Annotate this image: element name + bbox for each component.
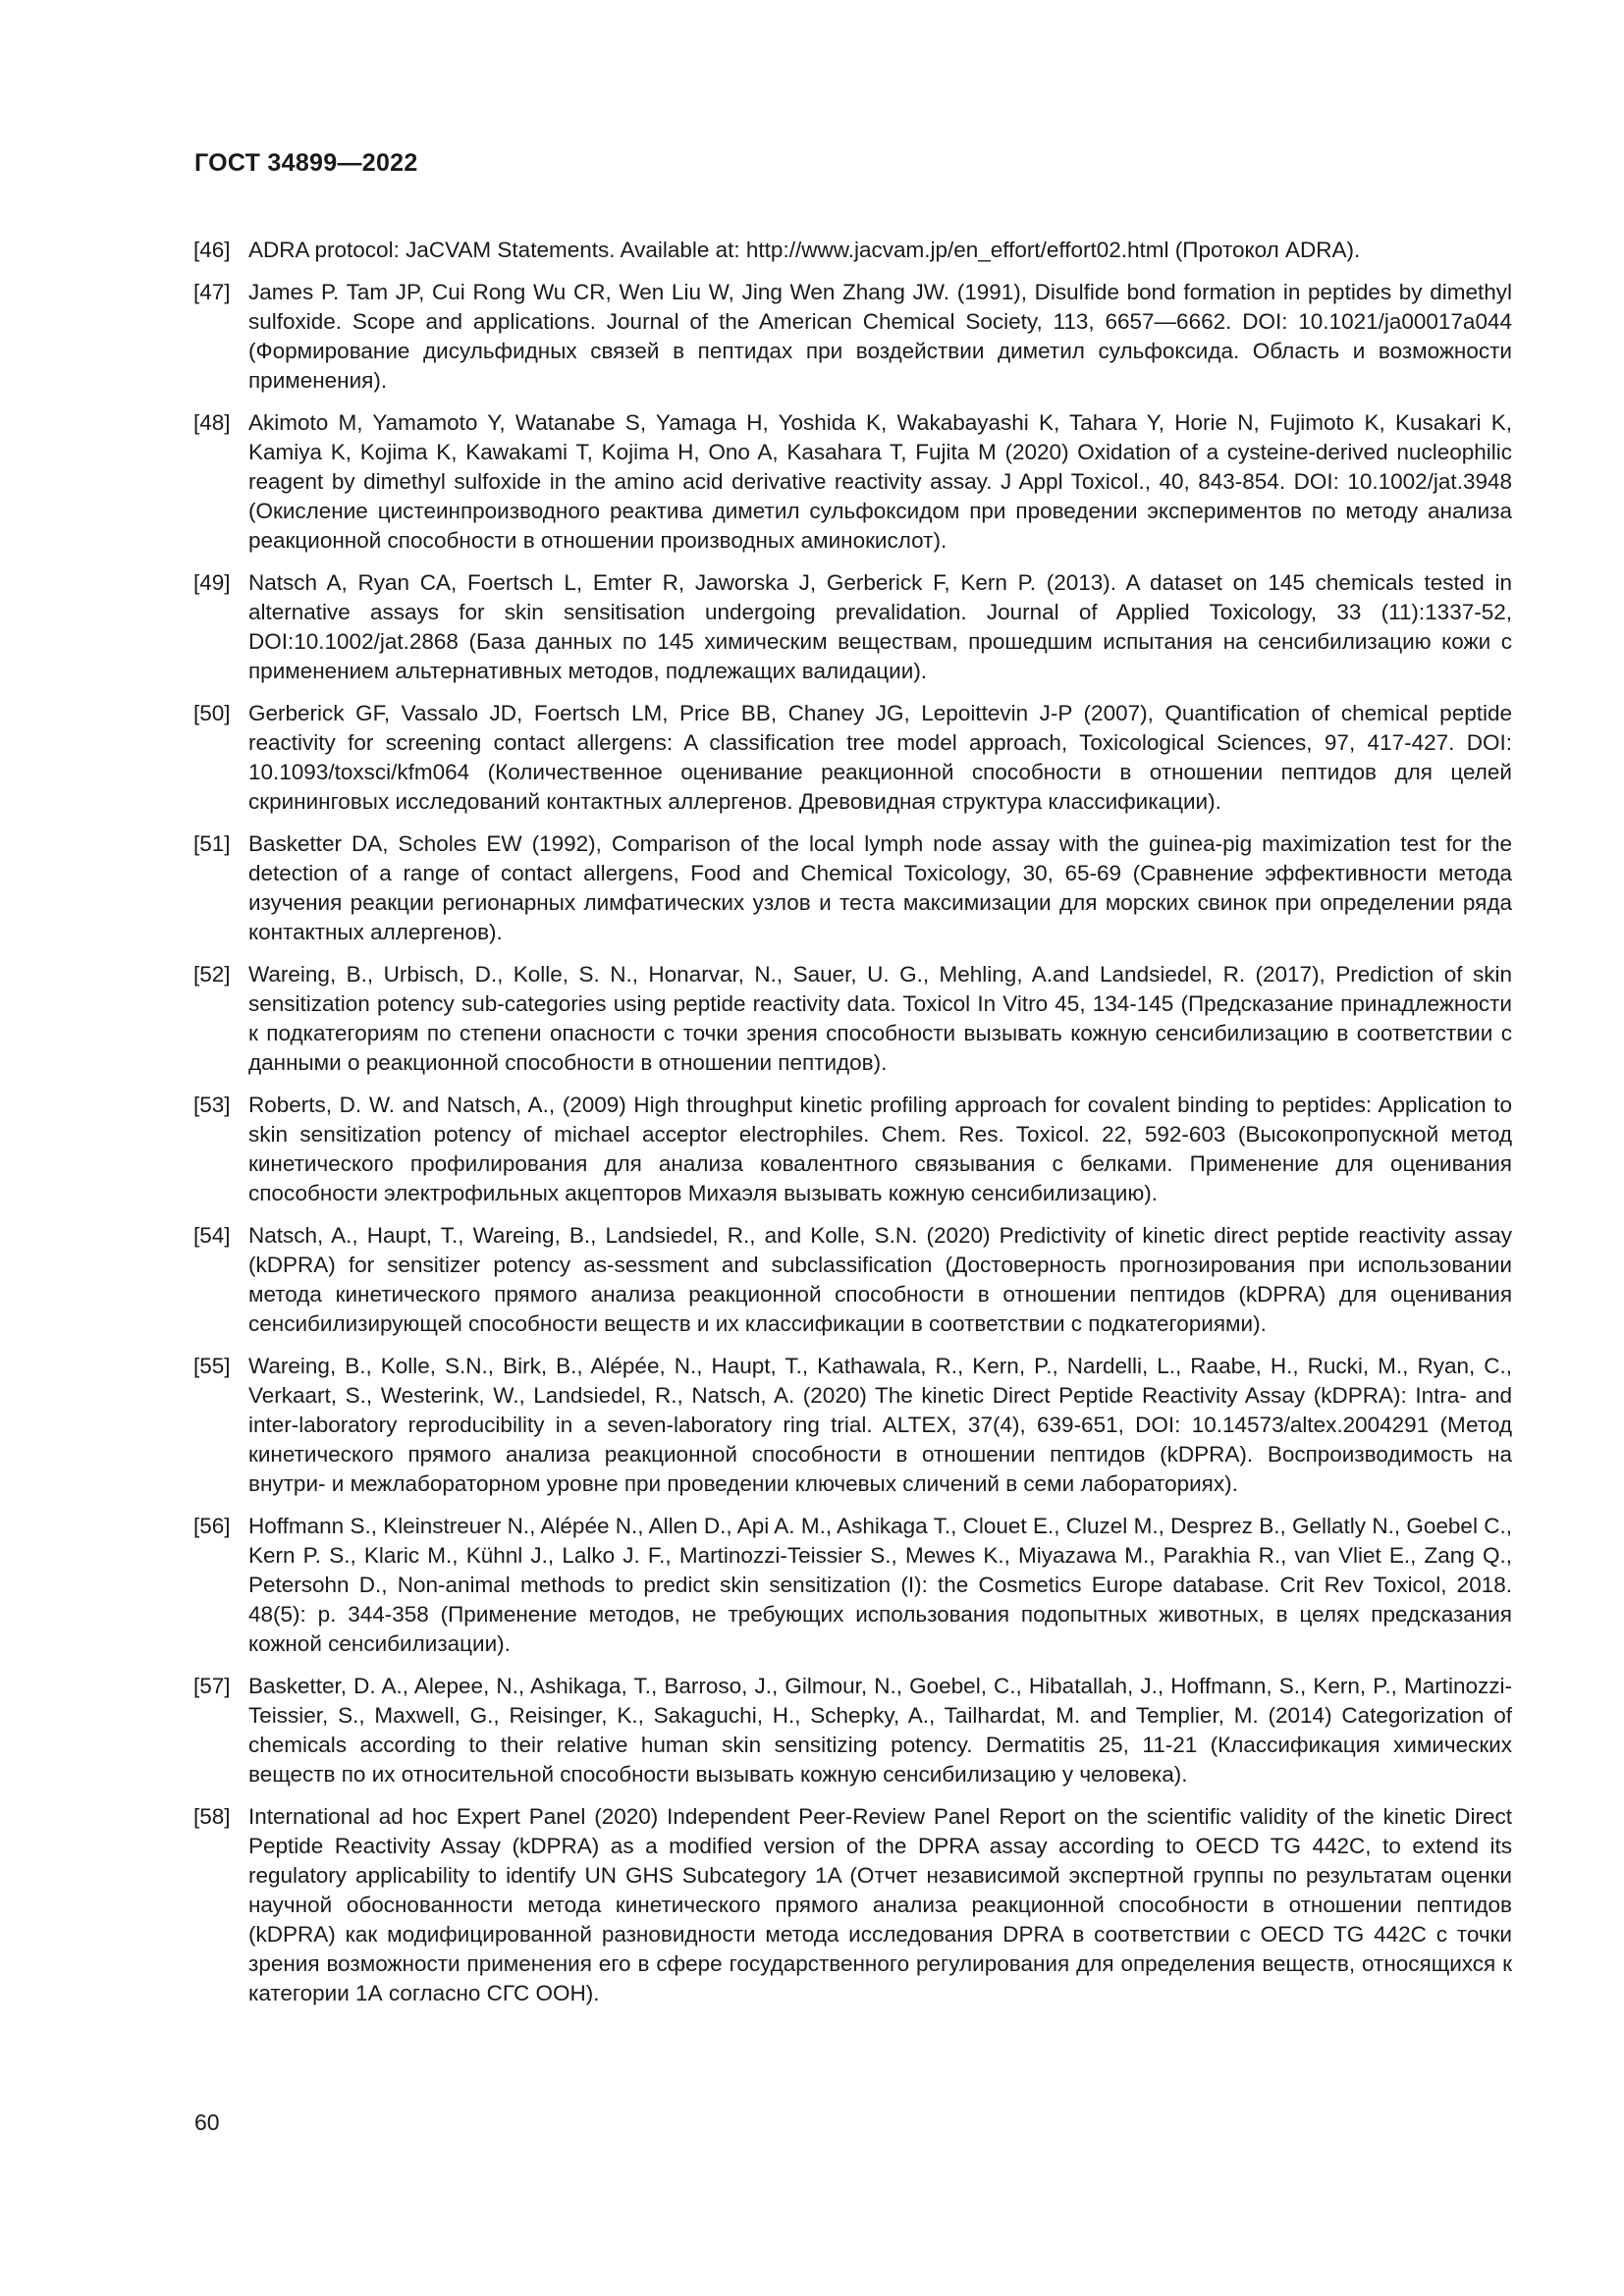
reference-text: Basketter DA, Scholes EW (1992), Comparison of the local lymph node assay with the guinea-pig maximization test for the detection of a range of contact allergens, Food and Chemical Toxicology, 30, 65-69 (Сравнение эффективности метода изучения реакции регионарных лимфатических узлов и теста максимизации для морских свинок при определении ряда контактных аллергенов). (248, 831, 1512, 944)
reference-item (193, 1352, 1512, 1499)
reference-item (193, 829, 1512, 947)
reference-text: James P. Tam JP, Cui Rong Wu CR, Wen Liu W, Jing Wen Zhang JW. (1991), Disulfide bond formation in peptides by dimethyl sulfoxide. Scope and applications. Journal of the American Chemical Society, 113, 6657—6662. DOI: 10.1021/ja00017a044 (Формирование дисульфидных связей в пептидах при воздействии диметил сульфоксида. Область и возможности применения). (248, 280, 1512, 393)
reference-text: Roberts, D. W. and Natsch, A., (2009) High throughput kinetic profiling approach for covalent binding to peptides: Application to skin sensitization potency of michael acceptor electrophiles. Chem. Res. Toxicol. 22, 592-603 (Высокопропускной метод кинетического профилирования для анализа ковалентного связывания с белками. Применение для оценивания способности электрофильных акцепторов Михаэля вызывать кожную сенсибилизацию). (248, 1093, 1512, 1205)
reference-number: [55] (193, 1354, 231, 1378)
reference-item (193, 1221, 1512, 1339)
reference-item (193, 278, 1512, 396)
reference-number: [49] (193, 570, 231, 595)
reference-number: [57] (193, 1674, 231, 1698)
reference-number: [58] (193, 1804, 231, 1829)
reference-number: [56] (193, 1514, 231, 1538)
reference-item (193, 236, 1512, 265)
reference-item (193, 960, 1512, 1078)
reference-number: [50] (193, 701, 231, 725)
reference-text: ADRA protocol: JaCVAM Statements. Available at: http://www.jacvam.jp/en_effort/effort02.html (Протокол ADRA). (248, 238, 1361, 262)
reference-item (193, 1802, 1512, 2008)
reference-number: [48] (193, 410, 231, 435)
reference-number: [46] (193, 238, 231, 262)
page-number: 60 (194, 2109, 220, 2135)
reference-item (193, 1672, 1512, 1789)
reference-text: Hoffmann S., Kleinstreuer N., Alépée N., Allen D., Api A. M., Ashikaga T., Clouet E., Cluzel M., Desprez B., Gellatly N., Goebel C., Kern P. S., Klaric M., Kühnl J., Lalko J. F., Martinozzi-Teissier S., Mewes K., Miyazawa M., Parakhia R., van Vliet E., Zang Q., Petersohn D., Non-animal methods to predict skin sensitization (I): the Cosmetics Europe database. Crit Rev Toxicol, 2018. 48(5): p. 344-358 (Применение методов, не требующих использования подопытных животных, в целях предсказания кожной сенсибилизации). (248, 1514, 1512, 1656)
reference-number: [52] (193, 962, 231, 987)
reference-number: [51] (193, 831, 231, 856)
reference-item (193, 1091, 1512, 1208)
reference-number: [54] (193, 1223, 231, 1248)
reference-list (193, 236, 1512, 2021)
reference-text: Wareing, B., Urbisch, D., Kolle, S. N., Honarvar, N., Sauer, U. G., Mehling, A.and Landsiedel, R. (2017), Prediction of skin sensitization potency sub-categories using peptide reactivity data. Toxicol In Vitro 45, 134-145 (Предсказание принадлежности к подкатегориям по степени опасности с точки зрения способности вызывать кожную сенсибилизацию в соответствии с данными о реакционной способности в отношении пептидов). (248, 962, 1512, 1075)
reference-text: International ad hoc Expert Panel (2020) Independent Peer-Review Panel Report on the scientific validity of the kinetic Direct Peptide Reactivity Assay (kDPRA) as a modified version of the DPRA assay according to OECD TG 442C, to extend its regulatory applicability to identify UN GHS Subcategory 1A (Отчет независимой экспертной группы по результатам оценки научной обоснованности метода кинетического прямого анализа реакционной способности в отношении пептидов (kDPRA) как модифицированной разновидности метода исследования DPRA в соответствии с OECD TG 442C с точки зрения возможности применения его в сфере государственного регулирования для определения веществ, относящихся к категории 1А согласно СГС ООН). (248, 1804, 1512, 2005)
reference-item (193, 568, 1512, 686)
reference-item (193, 1512, 1512, 1659)
reference-number: [47] (193, 280, 231, 304)
reference-text: Akimoto M, Yamamoto Y, Watanabe S, Yamaga H, Yoshida K, Wakabayashi K, Tahara Y, Horie N, Fujimoto K, Kusakari K, Kamiya K, Kojima K, Kawakami T, Kojima H, Ono A, Kasahara T, Fujita M (2020) Oxidation of a cysteine-derived nucleophilic reagent by dimethyl sulfoxide in the amino acid derivative reactivity assay. J Appl Toxicol., 40, 843-854. DOI: 10.1002/jat.3948 (Окисление цистеинпроизводного реактива диметил сульфоксидом при проведении экспериментов по методу анализа реакционной способности в отношении производных аминокислот). (248, 410, 1512, 553)
reference-text: Natsch, A., Haupt, T., Wareing, B., Landsiedel, R., and Kolle, S.N. (2020) Predictivity of kinetic direct peptide reactivity assay (kDPRA) for sensitizer potency as-sessment and subclassification (Достоверность прогнозирования при использовании метода кинетического прямого анализа реакционной способности в отношении пептидов (kDPRA) для оценивания сенсибилизирующей способности веществ и их классификации в соответствии с подкатегориями). (248, 1223, 1512, 1336)
reference-text: Natsch A, Ryan CA, Foertsch L, Emter R, Jaworska J, Gerberick F, Kern P. (2013). A dataset on 145 chemicals tested in alternative assays for skin sensitisation undergoing prevalidation. Journal of Applied Toxicology, 33 (11):1337-52, DOI:10.1002/jat.2868 (База данных по 145 химическим веществам, прошедшим испытания на сенсибилизацию кожи с применением альтернативных методов, подлежащих валидации). (248, 570, 1512, 683)
reference-item (193, 408, 1512, 556)
reference-number: [53] (193, 1093, 231, 1117)
document-header: ГОСТ 34899—2022 (194, 149, 418, 177)
reference-text: Basketter, D. A., Alepee, N., Ashikaga, T., Barroso, J., Gilmour, N., Goebel, C., Hibatallah, J., Hoffmann, S., Kern, P., Martinozzi-Teissier, S., Maxwell, G., Reisinger, K., Sakaguchi, H., Schepky, A., Tailhardat, M. and Templier, M. (2014) Categorization of chemicals according to their relative human skin sensitizing potency. Dermatitis 25, 11-21 (Классификация химических веществ по их относительной способности вызывать кожную сенсибилизацию у человека). (248, 1674, 1512, 1787)
reference-text: Gerberick GF, Vassalo JD, Foertsch LM, Price BB, Chaney JG, Lepoittevin J-P (2007), Quantification of chemical peptide reactivity for screening contact allergens: A classification tree model approach, Toxicological Sciences, 97, 417-427. DOI: 10.1093/toxsci/kfm064 (Количественное оценивание реакционной способности в отношении пептидов для целей скрининговых исследований контактных аллергенов. Древовидная структура классификации). (248, 701, 1512, 814)
reference-text: Wareing, B., Kolle, S.N., Birk, B., Alépée, N., Haupt, T., Kathawala, R., Kern, P., Nardelli, L., Raabe, H., Rucki, M., Ryan, C., Verkaart, S., Westerink, W., Landsiedel, R., Natsch, A. (2020) The kinetic Direct Peptide Reactivity Assay (kDPRA): Intra- and inter-laboratory reproducibility in a seven-laboratory ring trial. ALTEX, 37(4), 639-651, DOI: 10.14573/altex.2004291 (Метод кинетического прямого анализа реакционной способности в отношении пептидов (kDPRA). Воспроизводимость на внутри- и межлабораторном уровне при проведении ключевых сличений в семи лабораториях). (248, 1354, 1512, 1496)
reference-item (193, 699, 1512, 817)
